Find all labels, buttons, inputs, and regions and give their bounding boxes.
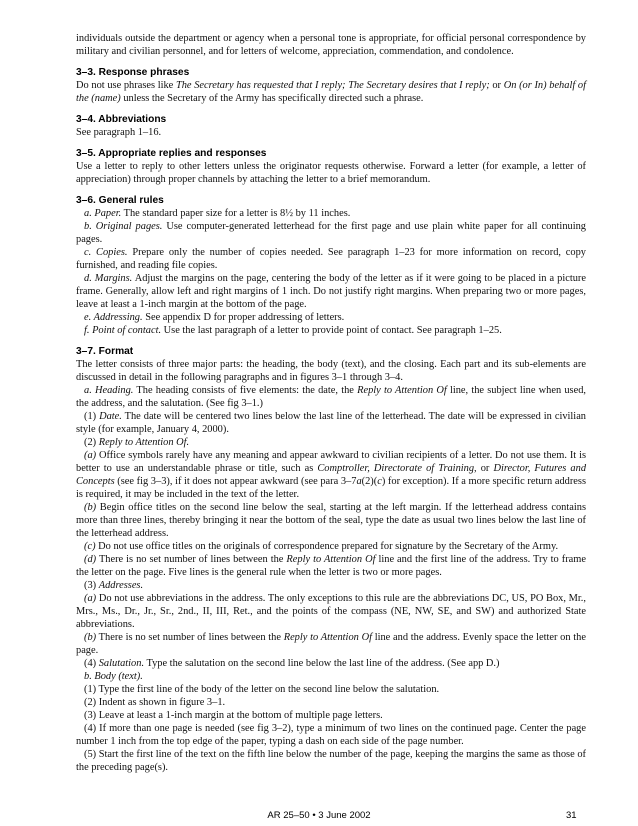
format-addresses-b: (b) There is no set number of lines between the Reply to Attention Of line and the address. Evenly space the letter on the page. <box>76 632 586 656</box>
section-3-4-paragraph: See paragraph 1–16. <box>76 127 162 138</box>
format-addresses: (3) Addresses. <box>84 580 144 591</box>
format-heading: a. Heading. The heading consists of five elements: the date, the Reply to Attention Of line, the subject line when used, the address, and the salutation. (See fig 3–1.) <box>76 385 586 409</box>
format-reply-a: (a) Office symbols rarely have any meaning and appear awkward to civilian recipients of a letter. Do not use them. It is better to use an understandable phrase or title, such as Comptroller, Directorate of Training, or Director, Futures and Concepts (see fig 3–3), if it does not appear awkward (see para 3–7a(2)(c) for exception). If a more specific return address is required, it may be included in the text of the letter. <box>76 450 587 500</box>
rule-paper: a. Paper. The standard paper size for a letter is 8½ by 11 inches. <box>84 208 351 219</box>
format-body-3: (3) Leave at least a 1-inch margin at the bottom of multiple page letters. <box>84 710 383 721</box>
rule-point-of-contact: f. Point of contact. Use the last paragraph of a letter to provide point of contact. See paragraph 1–25. <box>84 325 502 336</box>
section-3-3-paragraph: Do not use phrases like The Secretary has requested that I reply; The Secretary desires that I reply; or On (or In) behalf of the (name) unless the Secretary of the Army has specifically directed such a phrase. <box>76 80 586 104</box>
format-reply-to-attention-of: (2) Reply to Attention Of. <box>84 437 190 448</box>
format-reply-d: (d) There is no set number of lines between the Reply to Attention Of line and the first line of the address. Try to frame the letter on the page. Five lines is the general rule when the letter is two or more pages. <box>76 554 586 578</box>
section-heading-3-6: 3–6. General rules <box>76 195 164 206</box>
rule-margins: d. Margins. Adjust the margins on the page, centering the body of the letter as if it were going to be placed in a picture frame. Generally, allow left and right margins of 1 inch. Do not justify right margins. When preparing two or more pages, leave at least a 1-inch margin at the bottom of the page. <box>76 273 586 310</box>
section-heading-3-7: 3–7. Format <box>76 346 134 357</box>
format-body-5: (5) Start the first line of the text on the fifth line below the number of the page, keeping the margins the same as those of the preceding page(s). <box>76 749 586 773</box>
section-heading-3-5: 3–5. Appropriate replies and responses <box>76 148 267 159</box>
format-reply-b: (b) Begin office titles on the second line below the seal, starting at the left margin. If the letterhead address contains more than three lines, thereby bringing it near the bottom of the seal, type the date as usual two lines below the last line of the letterhead address. <box>76 502 586 539</box>
document-page <box>76 32 586 774</box>
section-heading-3-4: 3–4. Abbreviations <box>76 114 167 125</box>
format-reply-c: (c) Do not use office titles on the originals of correspondence prepared for signature by the Secretary of the Army. <box>84 541 559 552</box>
section-heading-3-3: 3–3. Response phrases <box>76 67 190 78</box>
rule-copies: c. Copies. Prepare only the number of copies needed. See paragraph 1–23 for more information on record, copy furnished, and reading file copies. <box>76 247 586 271</box>
format-body-2: (2) Indent as shown in figure 3–1. <box>84 697 226 708</box>
format-body-4: (4) If more than one page is needed (see fig 3–2), type a minimum of two lines on the continued page. Center the page number 1 inch from the top edge of the paper, typing a dash on each side of the page number. <box>76 723 586 747</box>
format-body-1: (1) Type the first line of the body of the letter on the second line below the salutation. <box>84 684 440 695</box>
format-date: (1) Date. The date will be centered two lines below the last line of the letterhead. The date will be expressed in civilian style (for example, January 4, 2000). <box>76 411 586 435</box>
format-salutation: (4) Salutation. Type the salutation on the second line below the last line of the address. (See app D.) <box>84 658 500 669</box>
format-intro-paragraph: The letter consists of three major parts: the heading, the body (text), and the closing. Each part and its sub-elements are discussed in detail in the following paragraphs and in figures 3–1 through 3–4. <box>76 359 586 383</box>
intro-paragraph: individuals outside the department or agency when a personal tone is appropriate, for official personal correspondence by military and civilian personnel, and for letters of welcome, appreciation, commendation, and condolence. <box>76 33 586 57</box>
format-addresses-a: (a) Do not use abbreviations in the address. The only exceptions to this rule are the abbreviations DC, US, PO Box, Mr., Mrs., Ms., Dr., Jr., Sr., 2nd., II, III, Ret., and the points of the compass (NE, NW, SE, and SW) and authorized State abbreviations. <box>76 593 586 630</box>
section-3-5-paragraph: Use a letter to reply to other letters unless the originator requests otherwise. Forward a letter (for example, a letter of appreciation) through proper channels by attaching the letter to a brief memorandum. <box>76 161 586 185</box>
footer-publication: AR 25–50 • 3 June 2002 <box>267 810 371 821</box>
rule-addressing: e. Addressing. See appendix D for proper addressing of letters. <box>84 312 345 323</box>
format-body-heading: b. Body (text). <box>84 671 143 682</box>
page-number: 31 <box>566 810 577 821</box>
rule-original-pages: b. Original pages. Use computer-generated letterhead for the first page and use plain white paper for all continuing pages. <box>76 221 586 245</box>
